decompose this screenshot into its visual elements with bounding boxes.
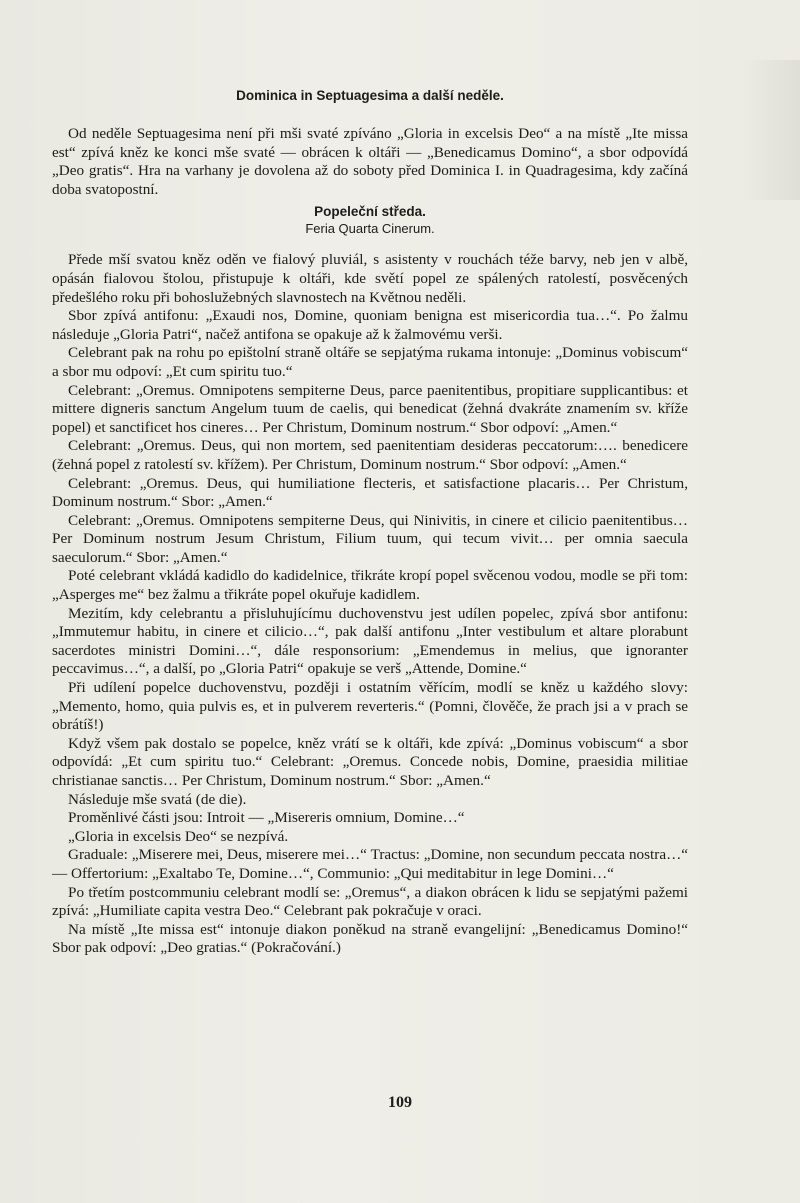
body-paragraph: Následuje mše svatá (de die). <box>68 790 247 808</box>
intro-paragraph: Od neděle Septuagesima není při mši svaté zpíváno „Gloria in excelsis Deo“ a na místě „Ite missa est“ zpívá kněz ke konci mše svaté — obrácen k oltáři — „Benedicamus Domino“, a sbor odpovídá „Deo gratis“. Hra na varhany je dovolena až do soboty před Dominica I. in Quadragesima, kdy začíná doba svatopostní. <box>52 125 688 198</box>
body-paragraph: Přede mší svatou kněz oděn ve fialový pluviál, s asistenty v rouchách téže barvy, neb jen v albě, opásán fialovou štolou, přistupuje k oltáři, kde světí popel ze spálených ratolestí, posvěcených předešlého roku při bohoslužebných slavnostech na Květnou neděli. <box>52 251 688 306</box>
body-paragraph: Celebrant: „Oremus. Deus, qui humiliatione flecteris, et satisfactione placaris… Per Christum, Dominum nostrum.“ Sbor: „Amen.“ <box>52 474 688 511</box>
body-paragraph: Celebrant: „Oremus. Deus, qui non mortem, sed paenitentiam desideras peccatorum:…. benedicere (žehná popel z ratolestí sv. křížem). Per Christum, Dominum nostrum.“ Sbor odpoví: „Amen.“ <box>52 437 688 473</box>
section-title: Popeleční středa. <box>314 204 426 220</box>
body-paragraph: Mezitím, kdy celebrantu a přisluhujícímu duchovenstvu jest udílen popelec, zpívá sbor antifonu: „Immutemur habitu, in cinere et cilicio…“, pak další antifonu „Inter vestibulum et altare plorabunt sacerdotes ministri Domini…“, dále responsorium: „Emendemus in melius, que ignoranter peccavimus…“, a další, po „Gloria Patri“ opakuje se verš „Attende, Domine.“ <box>52 604 688 678</box>
article-heading: Dominica in Septuagesima a další neděle. <box>236 88 504 103</box>
body-paragraph: Celebrant pak na rohu po epištolní straně oltáře se sepjatýma rukama intonuje: „Dominus vobiscum“ a sbor mu odpoví: „Et cum spiritu tuo.“ <box>52 344 688 380</box>
body-paragraph: Celebrant: „Oremus. Omnipotens sempiterne Deus, qui Ninivitis, in cinere et cilicio paenitentibus… Per Dominum nostrum Jesum Christum, Filium tuum, qui tecum vivit… per omnia saecula saeculorum.“ Sbor: „Amen.“ <box>52 511 688 566</box>
body-paragraph: Na místě „Ite missa est“ intonuje diakon poněkud na straně evangelijní: „Benedicamus Domino!“ Sbor pak odpoví: „Deo gratias.“ (Pokračování.) <box>52 920 688 957</box>
article <box>52 88 688 958</box>
body-paragraph: Když všem pak dostalo se popelce, kněz vrátí se k oltáři, kde zpívá: „Dominus vobiscum“ a sbor odpovídá: „Et cum spiritu tuo.“ Celebrant: „Oremus. Concede nobis, Domine, praesidia militiae christianae sanctis… Per Christum, Dominum nostrum.“ Sbor: „Amen.“ <box>52 734 688 789</box>
body-paragraph: Celebrant: „Oremus. Omnipotens sempiterne Deus, parce paenitentibus, propitiare supplicantibus: et mittere digneris sanctum Angelum tuum de caelis, qui benedicat (žehná dvakráte znamením sv. kříže popel) et sanctificet hos cineres… Per Christum, Dominum nostrum.“ Sbor odpoví: „Amen.“ <box>52 381 688 436</box>
body-paragraph: Sbor zpívá antifonu: „Exaudi nos, Domine, quoniam benigna est misericordia tua…“. Po žalmu následuje „Gloria Patri“, načež antifona se opakuje až k žalmovému verši. <box>52 307 688 343</box>
body-paragraph: Graduale: „Miserere mei, Deus, miserere mei…“ Tractus: „Domine, non secundum peccata nostra…“ — Offertorium: „Exaltabo Te, Domine…“, Communio: „Qui meditabitur in lege Domini…“ <box>52 846 688 882</box>
body-paragraph: Při udílení popelce duchovenstvu, později i ostatním věřícím, modlí se kněz u každého slovy: „Memento, homo, quia pulvis es, et in pulverem reverteris.“ (Pomni, člověče, že prach jsi a v prach se obrátíš!) <box>52 679 688 734</box>
body-paragraph: Proměnlivé části jsou: Introit — „Misereris omnium, Domine…“ <box>68 809 465 827</box>
body-paragraph: „Gloria in excelsis Deo“ se nezpívá. <box>68 827 289 845</box>
body-paragraph: Po třetím postcommuniu celebrant modlí se: „Oremus“, a diakon obrácen k lidu se sepjatými pažemi zpívá: „Humiliate capita vestra Deo.“ Celebrant pak pokračuje v oraci. <box>52 883 688 920</box>
section-subtitle: Feria Quarta Cinerum. <box>305 221 435 237</box>
bleed-through-shadow <box>740 60 800 200</box>
body-paragraph: Poté celebrant vkládá kadidlo do kadidelnice, třikráte kropí popel svěcenou vodou, modle se při tom: „Asperges me“ bez žalmu a třikráte popel okuřuje kadidlem. <box>52 567 688 604</box>
page-number: 109 <box>388 1094 412 1111</box>
